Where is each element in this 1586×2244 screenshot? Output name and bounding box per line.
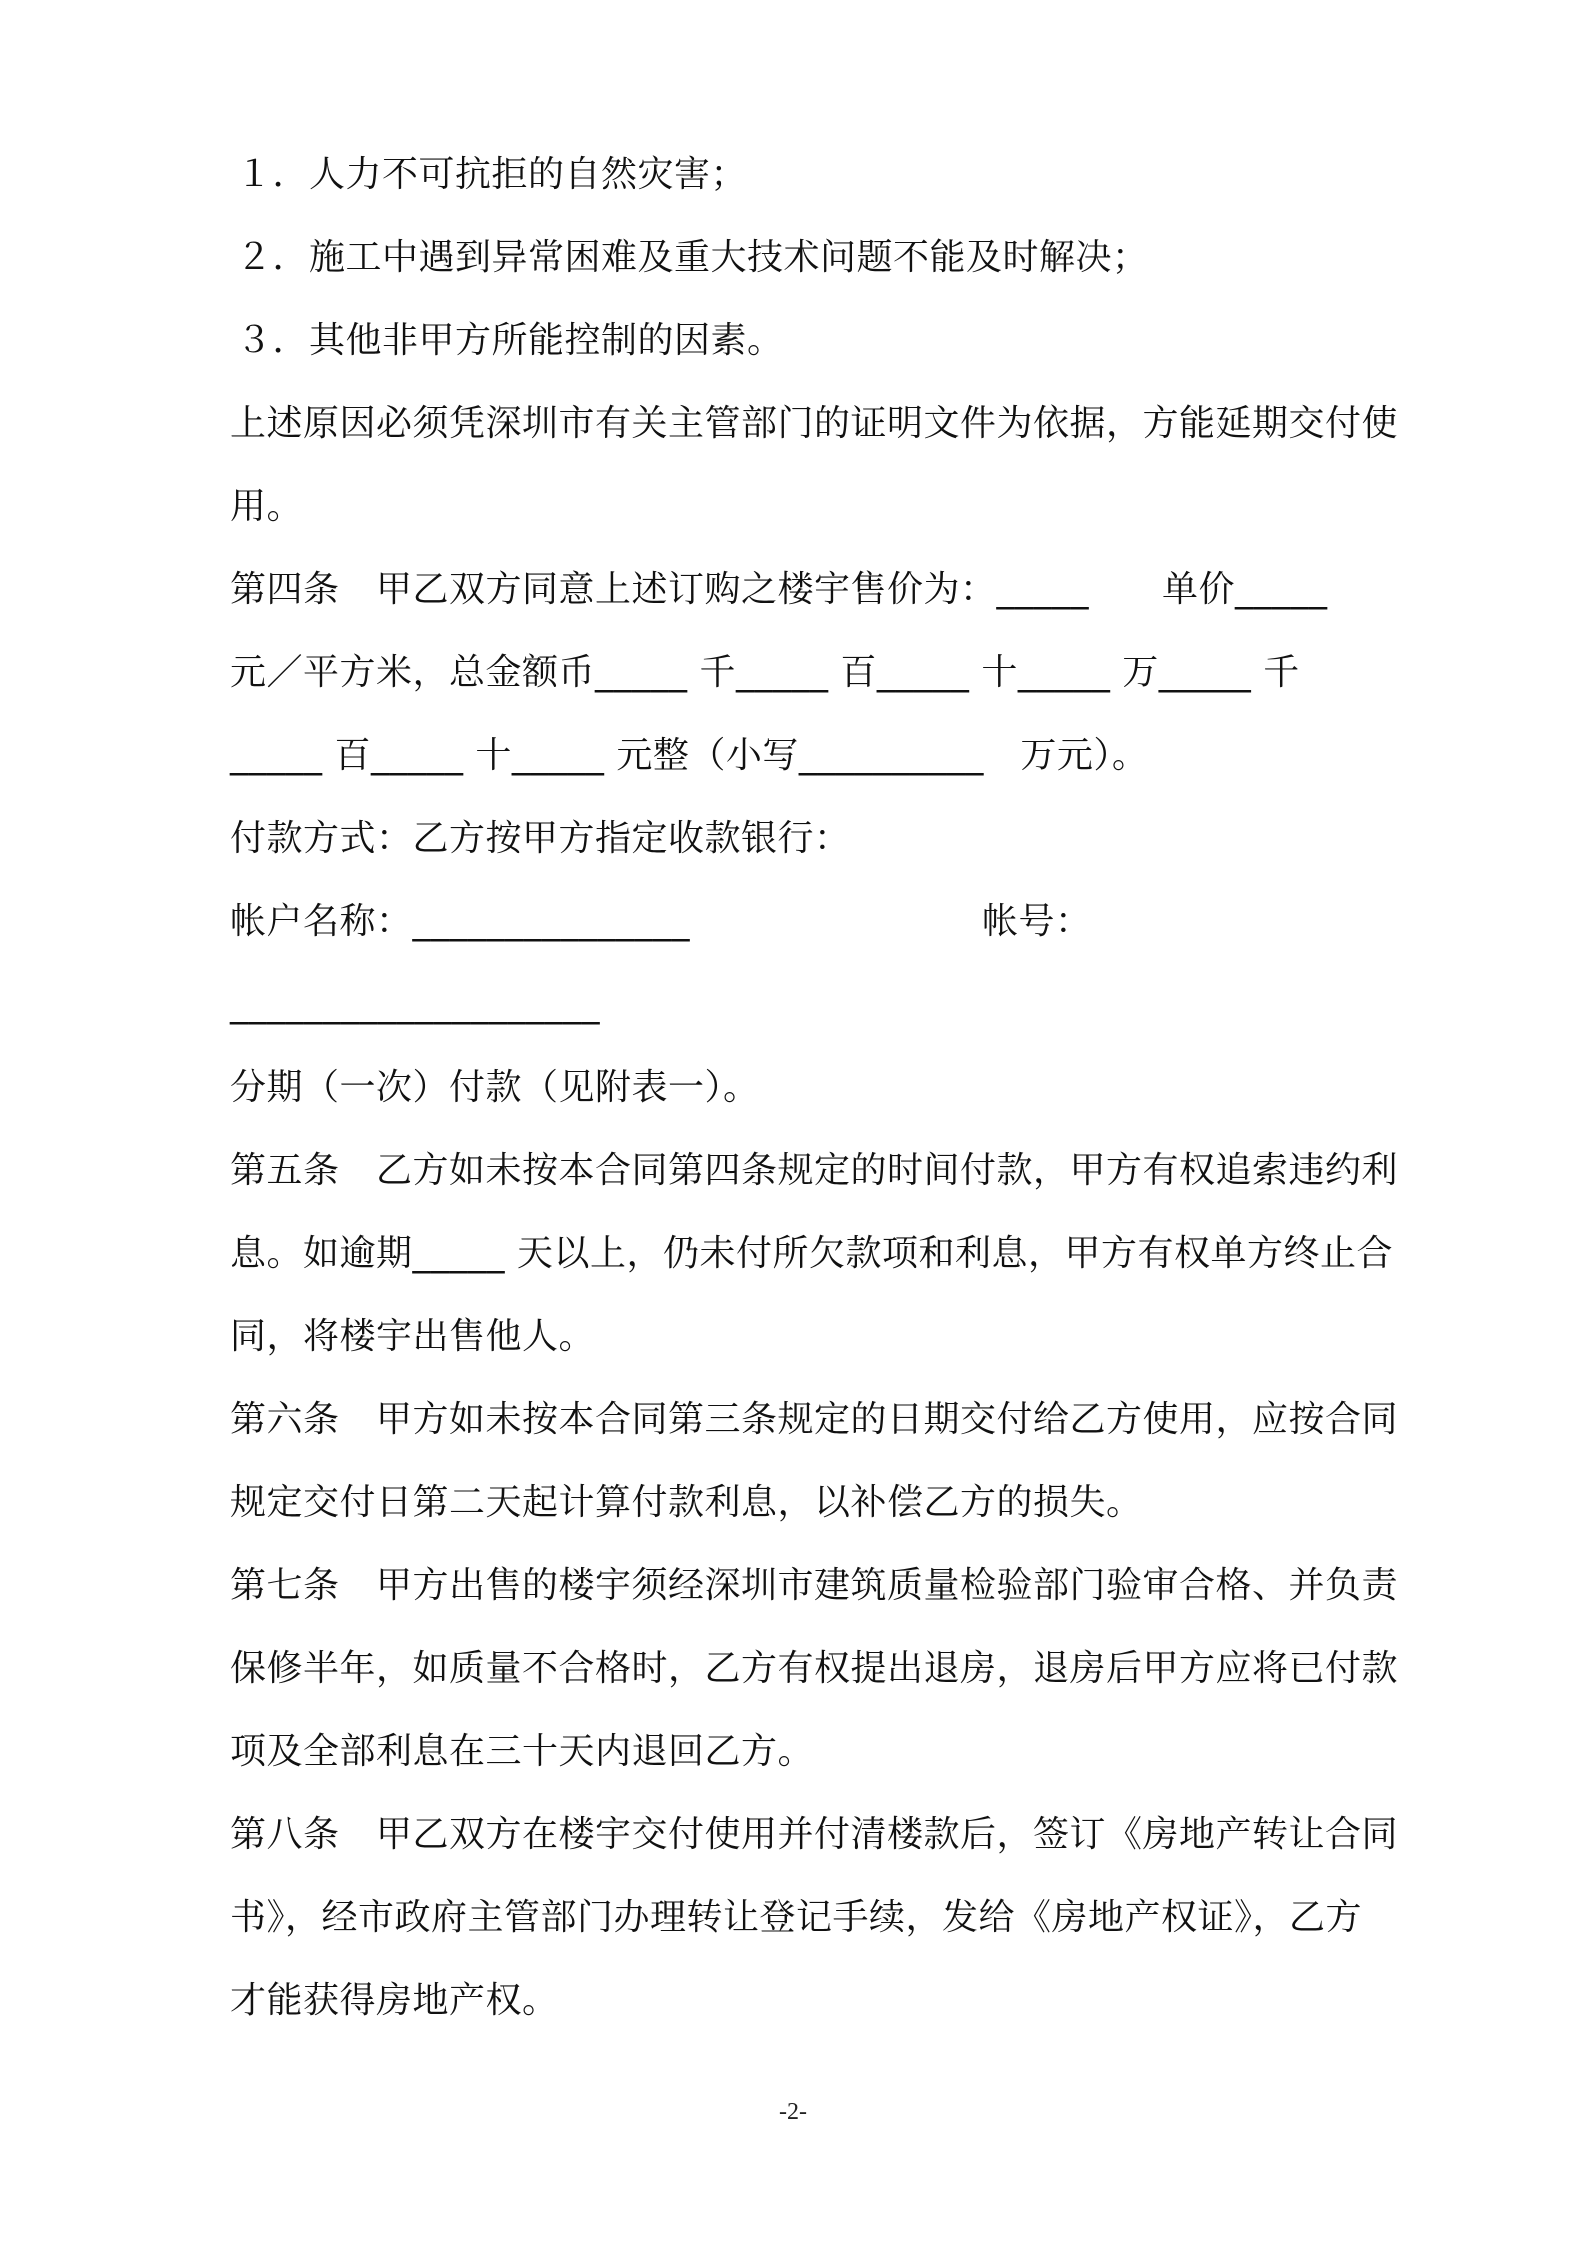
text-line-article-4-cont-1: 元／平方米，总金额币_____ 千_____ 百_____ 十_____ 万_____ 千 — [230, 652, 1300, 693]
text-line-article-5: 第五条 乙方如未按本合同第四条规定的时间付款，甲方有权追索违约利 — [230, 1150, 1399, 1191]
text-line-clause-reason: 上述原因必须凭深圳市有关主管部门的证明文件为依据，方能延期交付使 — [230, 403, 1399, 444]
text-line-article-6-cont: 规定交付日第二天起计算付款利息，以补偿乙方的损失。 — [230, 1482, 1143, 1523]
text-line-article-8-cont-1: 书》，经市政府主管部门办理转让登记手续，发给《房地产权证》，乙方 — [230, 1897, 1363, 1938]
text-line-article-5-cont-2: 同，将楼宇出售他人。 — [230, 1316, 596, 1357]
text-line-article-4-cont-2: _____ 百_____ 十_____ 元整（小写__________ 万元）。 — [230, 735, 1149, 776]
text-line-payment-method: 付款方式：乙方按甲方指定收款银行： — [230, 818, 851, 859]
text-line-item-2: ２．施工中遇到异常困难及重大技术问题不能及时解决； — [236, 237, 1149, 278]
text-line-article-4: 第四条 甲乙双方同意上述订购之楼宇售价为：_____ 单价_____ — [230, 569, 1328, 610]
text-line-article-7-cont-1: 保修半年，如质量不合格时，乙方有权提出退房，退房后甲方应将已付款 — [230, 1648, 1399, 1689]
text-line-item-3: ３．其他非甲方所能控制的因素。 — [236, 320, 784, 361]
text-line-article-5-cont-1: 息。如逾期_____ 天以上，仍未付所欠款项和利息，甲方有权单方终止合 — [230, 1233, 1393, 1274]
page-number: -2- — [779, 2099, 807, 2125]
text-line-article-8-cont-2: 才能获得房地产权。 — [230, 1980, 559, 2021]
text-line-account-number-blank: ____________________ — [230, 984, 600, 1025]
text-line-article-7-cont-2: 项及全部利息在三十天内退回乙方。 — [230, 1731, 815, 1772]
text-line-installment: 分期（一次）付款（见附表一）。 — [230, 1067, 760, 1108]
text-line-account-name: 帐户名称：_______________ 帐号： — [230, 901, 1092, 942]
text-line-article-6: 第六条 甲方如未按本合同第三条规定的日期交付给乙方使用，应按合同 — [230, 1399, 1399, 1440]
text-line-article-8: 第八条 甲乙双方在楼宇交付使用并付清楼款后，签订《房地产转让合同 — [230, 1814, 1399, 1855]
text-line-article-7: 第七条 甲方出售的楼宇须经深圳市建筑质量检验部门验审合格、并负责 — [230, 1565, 1399, 1606]
text-line-item-1: １．人力不可抗拒的自然灾害； — [236, 154, 748, 195]
text-line-clause-reason-cont: 用。 — [230, 486, 304, 527]
